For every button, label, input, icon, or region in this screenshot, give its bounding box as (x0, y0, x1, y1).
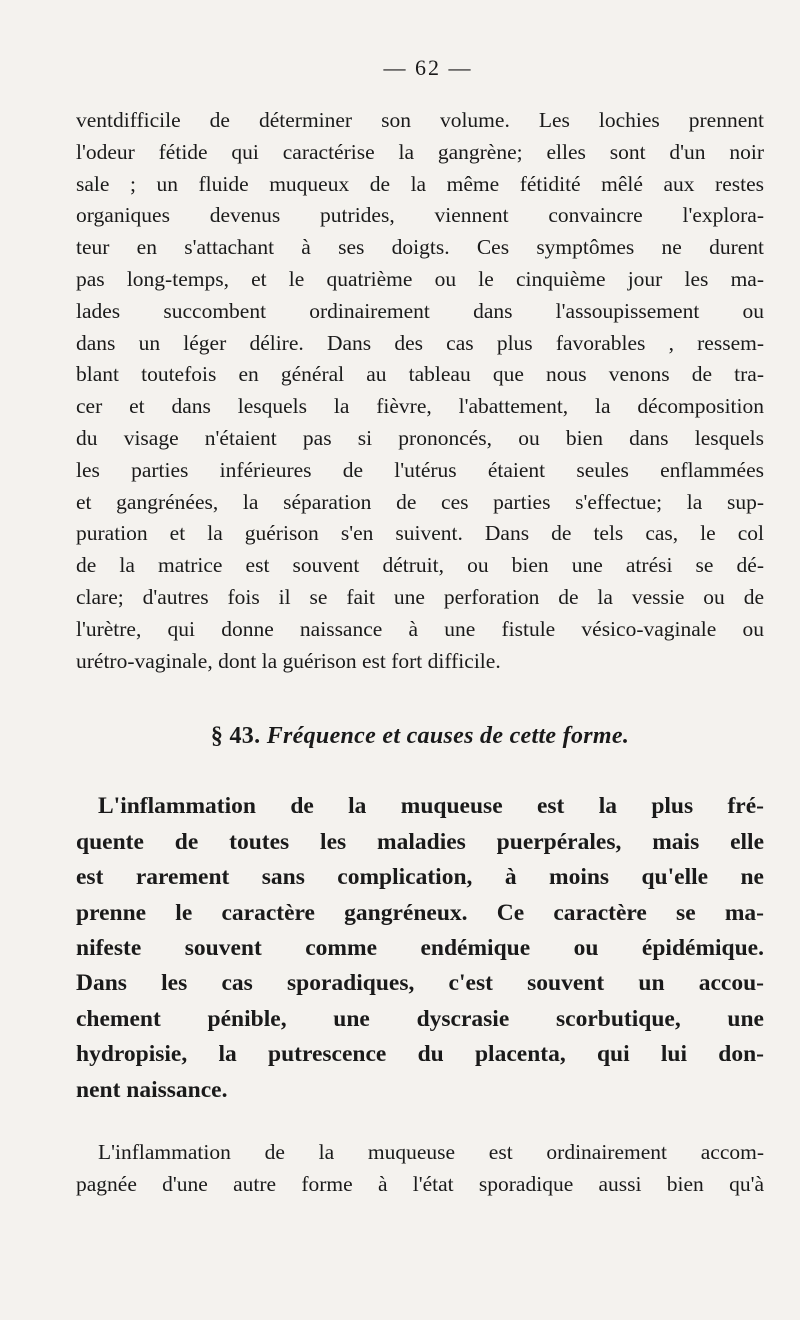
section-heading (76, 721, 764, 751)
section-title: Fréquence et causes de cette forme. (266, 723, 630, 750)
section-number: 43. (229, 723, 261, 750)
text-line: clare; d'autres fois il se fait une perforation de la vessie ou de (76, 584, 764, 609)
paragraph-1 (76, 105, 764, 677)
text-line: teur en s'attachant à ses doigts. Ces symptômes ne durent (76, 235, 764, 260)
paragraph-3 (76, 1136, 764, 1200)
section-symbol: § (210, 723, 224, 750)
text-line: urétro-vaginale, dont la guérison est fort difficile. (76, 648, 501, 673)
text-line: quente de toutes les maladies puerpérales, mais elle (76, 828, 764, 855)
text-line: et gangrénées, la séparation de ces parties s'effectue; la sup- (76, 489, 764, 514)
text-line: blant toutefois en général au tableau que nous venons de tra- (76, 362, 764, 387)
page-number: — 62 — (383, 55, 473, 80)
text-line: sale ; un fluide muqueux de la même fétidité mêlé aux restes (76, 171, 764, 196)
text-line: de la matrice est souvent détruit, ou bien une atrési se dé- (76, 553, 764, 578)
text-line: Dans les cas sporadiques, c'est souvent un accou- (76, 970, 764, 997)
text-line: est rarement sans complication, à moins qu'elle ne (76, 864, 764, 891)
text-line: pas long-temps, et le quatrième ou le cinquième jour les ma- (76, 266, 764, 291)
text-line: puration et la guérison s'en suivent. Dans de tels cas, le col (76, 521, 764, 546)
text-line: du visage n'étaient pas si prononcés, ou bien dans lesquels (76, 425, 764, 450)
text-line: les parties inférieures de l'utérus étaient seules enflammées (76, 457, 764, 482)
text-line: lades succombent ordinairement dans l'assoupissement ou (76, 298, 764, 323)
text-line: L'inflammation de la muqueuse est ordinairement accom- (98, 1140, 764, 1164)
text-line: l'odeur fétide qui caractérise la gangrène; elles sont d'un noir (76, 139, 764, 164)
text-line: L'inflammation de la muqueuse est la plus fré- (98, 793, 764, 820)
text-line: nifeste souvent comme endémique ou épidémique. (76, 934, 764, 961)
text-line: hydropisie, la putrescence du placenta, qui lui don- (76, 1041, 764, 1068)
paragraph-2 (76, 789, 764, 1108)
text-line: ventdifficile de déterminer son volume. Les lochies prennent (76, 108, 764, 132)
text-line: nent naissance. (76, 1076, 228, 1103)
text-line: l'urètre, qui donne naissance à une fistule vésico-vaginale ou (76, 616, 764, 641)
text-line: prenne le caractère gangréneux. Ce caractère se ma- (76, 899, 764, 926)
text-line: cer et dans lesquels la fièvre, l'abattement, la décomposition (76, 394, 764, 419)
text-line: dans un léger délire. Dans des cas plus favorables , ressem- (76, 330, 764, 355)
text-line: pagnée d'une autre forme à l'état sporadique aussi bien qu'à (76, 1172, 764, 1196)
text-line: organiques devenus putrides, viennent convaincre l'explora- (76, 203, 764, 228)
text-line: chement pénible, une dyscrasie scorbutique, une (76, 1005, 764, 1032)
